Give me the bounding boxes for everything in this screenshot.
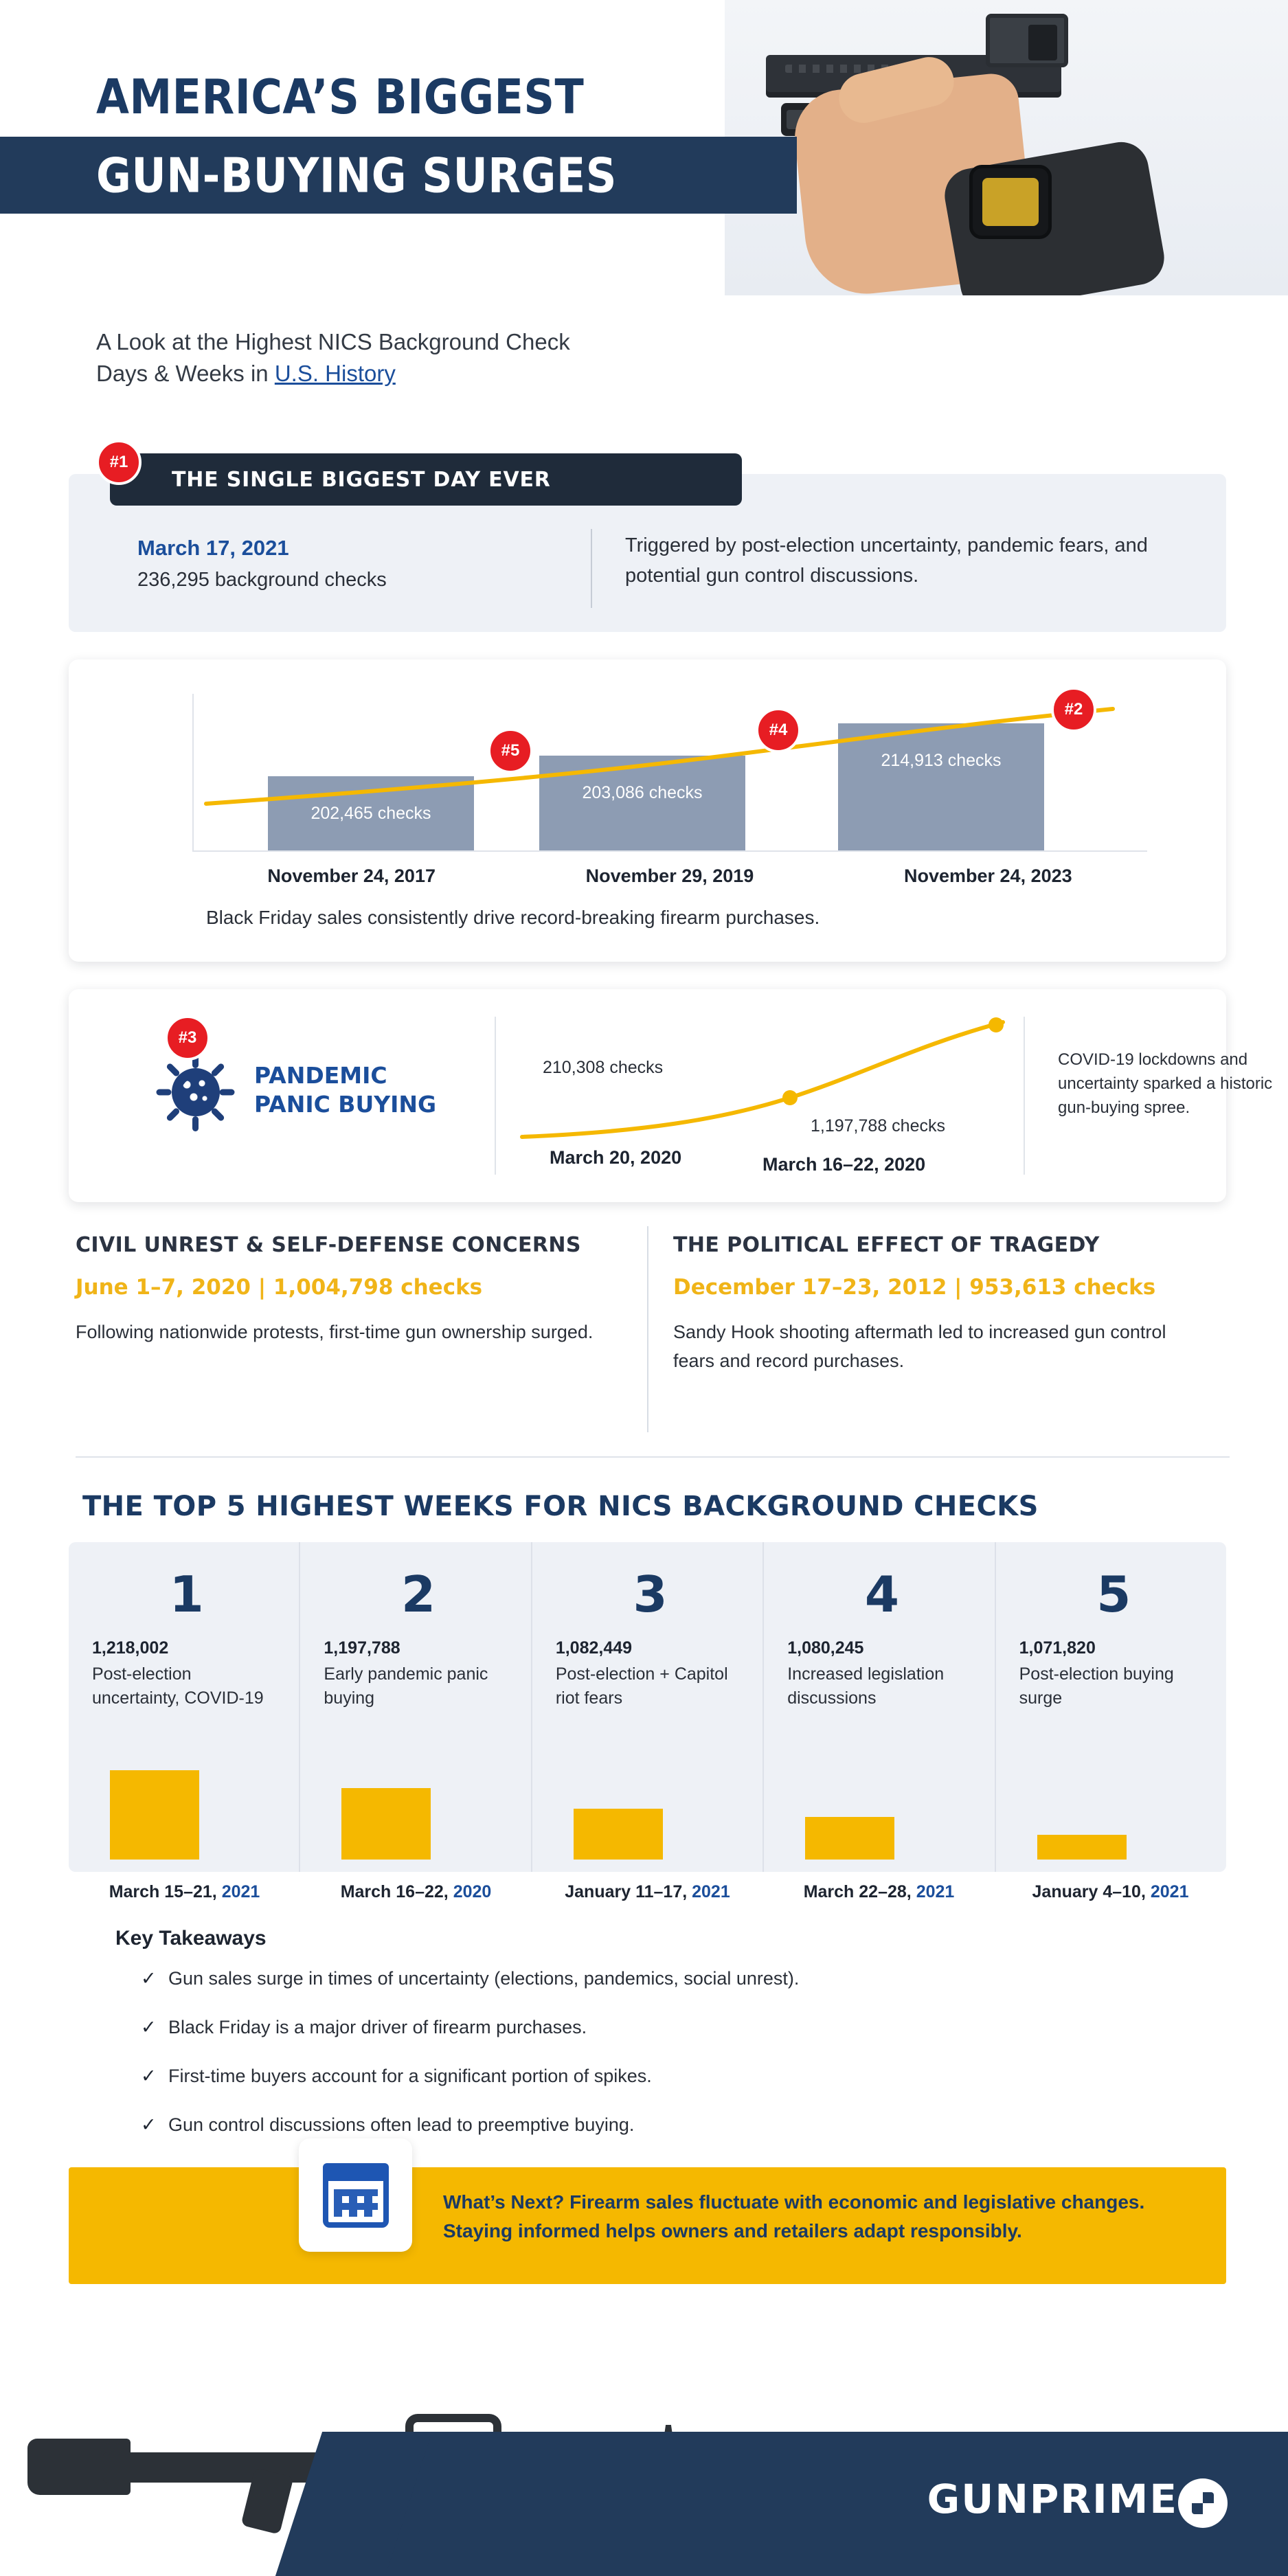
rank-badge-1: #1 [96, 440, 142, 485]
checks-number: 1,218,002 [92, 1638, 169, 1658]
biggest-day-stats [137, 536, 563, 591]
calendar-header [323, 2163, 389, 2181]
column-heading: THE POLITICAL EFFECT OF TRAGEDY [673, 1233, 1100, 1257]
checks-number: 1,197,788 [324, 1638, 400, 1658]
takeaway-text: Gun control discussions often lead to preemptive buying. [168, 2114, 635, 2135]
black-friday-chart [192, 694, 1147, 852]
cta-text: What’s Next? Firearm sales fluctuate with economic and legislative changes. Staying informed helps owners and retailers adapt responsibly. [443, 2191, 1145, 2241]
top5-columns [69, 1542, 1226, 1872]
two-column-section [76, 1233, 1230, 1453]
title-band [0, 137, 797, 214]
column-political-tragedy [673, 1233, 1209, 1375]
pandemic-point2-value: 1,197,788 checks [811, 1116, 945, 1136]
checks-description: Post-election buying surge [1019, 1664, 1174, 1708]
value-bar [574, 1809, 663, 1860]
list-item [141, 2066, 1103, 2087]
brand-name: GUNPRIME [927, 2476, 1178, 2522]
top5-date-2: March 16–22, 2020 [340, 1882, 492, 1901]
rank-number: 4 [864, 1566, 899, 1623]
value-bar [1037, 1835, 1127, 1860]
check-icon: ✓ [141, 2017, 157, 2037]
top5-item-4 [762, 1542, 994, 1872]
red-dot-optic [986, 14, 1068, 67]
x-label-2019: November 29, 2019 [585, 866, 754, 886]
calendar-icon [299, 2138, 412, 2252]
rank-number: 2 [401, 1566, 436, 1623]
biggest-day-panel [69, 467, 1226, 632]
pandemic-note: COVID-19 lockdowns and uncertainty sparked a historic gun-buying spree. [1058, 1050, 1273, 1117]
takeaway-text: First-time buyers account for a significant portion of spikes. [168, 2066, 652, 2086]
pandemic-point2-date: March 16–22, 2020 [762, 1154, 926, 1175]
wristwatch [969, 165, 1052, 239]
column-civil-unrest [76, 1233, 611, 1346]
page-title-line2: GUN-BUYING SURGES [96, 147, 617, 203]
check-icon: ✓ [141, 2066, 157, 2086]
rank-badge-4: #4 [756, 708, 801, 753]
column-body: Following nationwide protests, first-time gun ownership surged. [76, 1322, 594, 1342]
subtitle-link[interactable]: U.S. History [274, 361, 396, 386]
divider [647, 1226, 648, 1432]
calendar-glyph [323, 2163, 389, 2228]
divider [495, 1017, 496, 1175]
rank-number: 3 [633, 1566, 668, 1623]
top5-date-5: January 4–10, 2021 [1032, 1882, 1189, 1901]
title-block [0, 69, 756, 214]
divider [1024, 1017, 1025, 1175]
biggest-day-header [110, 453, 742, 506]
pandemic-card [69, 989, 1273, 1202]
black-friday-x-labels [192, 866, 1147, 887]
rank-number: 1 [169, 1566, 204, 1623]
list-item [141, 2114, 1103, 2136]
check-icon: ✓ [141, 2114, 157, 2135]
rank-number: 5 [1096, 1566, 1131, 1623]
rank-badge-5: #5 [488, 728, 533, 773]
value-bar [110, 1770, 199, 1860]
check-icon: ✓ [141, 1968, 157, 1989]
footer-band [374, 2432, 1288, 2576]
takeaway-text: Black Friday is a major driver of firearm purchases. [168, 2017, 587, 2037]
x-label-2023: November 24, 2023 [903, 866, 1072, 886]
bar-label-2017: 202,465 checks [310, 804, 431, 823]
top5-item-1 [69, 1542, 299, 1872]
cta-banner [69, 2167, 1226, 2284]
top5-item-2 [299, 1542, 530, 1872]
top5-card [69, 1542, 1226, 1872]
top5-item-3 [531, 1542, 762, 1872]
pandemic-title-line2: PANIC BUYING [254, 1091, 437, 1118]
biggest-day-description: Triggered by post-election uncertainty, pandemic fears, and potential gun control discussions. [625, 534, 1148, 587]
value-bar [805, 1817, 894, 1860]
bar-label-2019: 203,086 checks [582, 783, 703, 802]
checks-description: Early pandemic panic buying [324, 1664, 488, 1708]
x-label-2017: November 24, 2017 [267, 866, 436, 886]
top5-item-5 [995, 1542, 1226, 1872]
black-friday-note: Black Friday sales consistently drive record-breaking firearm purchases. [206, 907, 820, 928]
subtitle-line1: A Look at the Highest NICS Background Check [96, 329, 570, 354]
checks-description: Increased legislation discussions [787, 1664, 945, 1708]
checks-number: 1,071,820 [1019, 1638, 1096, 1658]
divider [591, 529, 592, 608]
top5-date-4: March 22–28, 2021 [803, 1882, 955, 1901]
calendar-grid [334, 2189, 378, 2217]
checks-description: Post-election + Capitol riot fears [555, 1664, 728, 1708]
top5-date-3: January 11–17, 2021 [565, 1882, 730, 1901]
bar-label-2023: 214,913 checks [881, 751, 1002, 770]
rank-badge-3: #3 [165, 1015, 210, 1061]
pandemic-point1-value: 210,308 checks [543, 1058, 664, 1077]
key-takeaways-title: Key Takeaways [115, 1927, 267, 1950]
key-takeaways-list [141, 1968, 1103, 2163]
biggest-day-heading: THE SINGLE BIGGEST DAY EVER [172, 467, 551, 492]
column-heading: CIVIL UNREST & SELF-DEFENSE CONCERNS [76, 1233, 581, 1257]
subtitle-line2: Days & Weeks in [96, 361, 275, 386]
subtitle [96, 326, 783, 389]
takeaway-text: Gun sales surge in times of uncertainty (elections, pandemics, social unrest). [168, 1968, 800, 1989]
pandemic-title-line1: PANDEMIC [254, 1062, 387, 1089]
handgun-photo [725, 0, 1288, 295]
list-item [141, 2017, 1103, 2038]
footer [0, 2336, 1288, 2576]
value-bar [341, 1788, 431, 1860]
column-body: Sandy Hook shooting aftermath led to increased gun control fears and record purchases. [673, 1322, 1166, 1371]
column-highlight: December 17–23, 2012 | 953,613 checks [673, 1275, 1156, 1300]
list-item [141, 1968, 1103, 1989]
column-highlight: June 1–7, 2020 | 1,004,798 checks [76, 1275, 483, 1300]
top5-date-labels [69, 1882, 1226, 1902]
checks-number: 1,080,245 [787, 1638, 864, 1658]
section-divider [76, 1456, 1230, 1458]
trend-line [192, 694, 1147, 852]
checks-number: 1,082,449 [555, 1638, 633, 1658]
biggest-day-checks: 236,295 background checks [137, 569, 387, 591]
black-friday-card [69, 659, 1226, 962]
page-title-line1: AMERICA’S BIGGEST [96, 69, 585, 125]
brand-logo-icon [1178, 2478, 1228, 2528]
virus-icon [158, 1054, 234, 1130]
top5-date-1: March 15–21, 2021 [109, 1882, 260, 1901]
top5-heading: THE TOP 5 HIGHEST WEEKS FOR NICS BACKGROUND CHECKS [82, 1491, 1039, 1522]
rank-badge-2: #2 [1051, 687, 1096, 732]
pandemic-title [254, 1061, 436, 1119]
biggest-day-date: March 17, 2021 [137, 536, 289, 560]
hero-section [0, 0, 1288, 323]
pandemic-point1-date: March 20, 2020 [550, 1147, 682, 1168]
checks-description: Post-election uncertainty, COVID-19 [92, 1664, 264, 1708]
